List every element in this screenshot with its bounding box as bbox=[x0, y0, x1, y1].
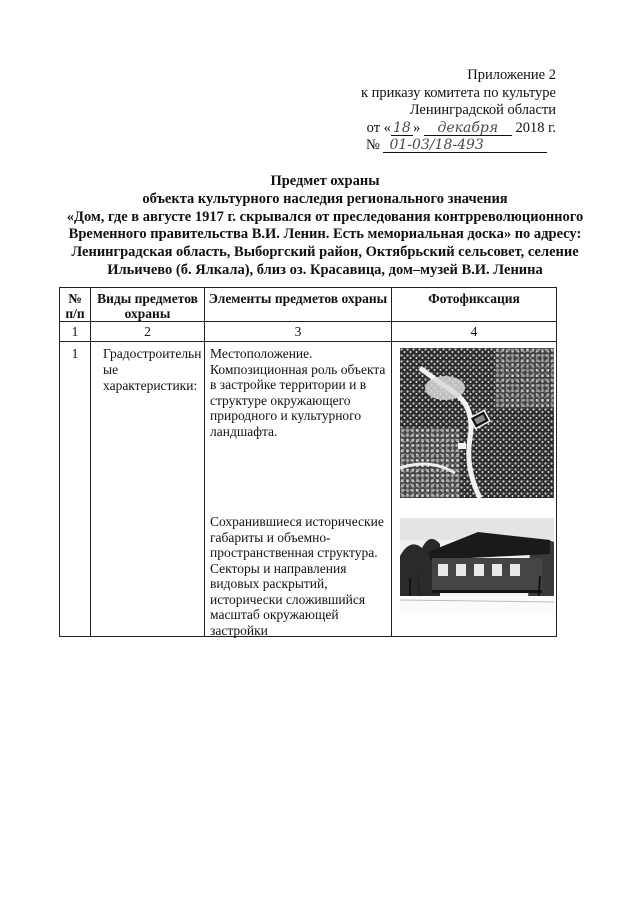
header-elements: Элементы предметов охраны bbox=[205, 288, 392, 322]
header-kind: Виды предметов охраны bbox=[91, 288, 205, 322]
order-date bbox=[340, 120, 556, 138]
row-kind: Градостроительн ые характеристики: bbox=[91, 342, 205, 637]
table-header-row bbox=[60, 288, 557, 322]
order-number bbox=[340, 137, 556, 155]
house-photo bbox=[400, 518, 554, 613]
elements-location: Местоположение. Композиционная роль объекта в застройке территории и в структуре окружающего природного и культурного ландшафта. bbox=[210, 346, 386, 439]
aerial-photo-image bbox=[400, 348, 554, 498]
column-number: 3 bbox=[205, 322, 392, 342]
header-photo: Фотофиксация bbox=[392, 288, 557, 322]
row-number: 1 bbox=[60, 342, 91, 637]
title-line: «Дом, где в августе 1917 г. скрывался от преследования контрреволюционного bbox=[66, 208, 584, 225]
appendix-title: Приложение 2 bbox=[467, 67, 556, 83]
header-num-label: № bbox=[68, 291, 82, 306]
date-prefix: от « bbox=[366, 119, 391, 136]
elements-structure: Сохранившиеся исторические габариты и объемно-пространственная структура. Секторы и направления видовых раскрытий, исторически сложившийся масштаб окружающей застройки bbox=[210, 514, 384, 638]
row-photos bbox=[392, 342, 557, 637]
protection-table bbox=[59, 287, 557, 637]
date-month: декабря bbox=[424, 121, 512, 136]
house-photo-image bbox=[400, 518, 554, 613]
title-line: Предмет охраны bbox=[270, 173, 380, 189]
column-number: 2 bbox=[91, 322, 205, 342]
header-num bbox=[60, 288, 91, 322]
title-line: Ильичево (б. Ялкала), близ оз. Красавица, дом–музей В.И. Ленина bbox=[107, 261, 543, 278]
header-num-sub: п/п bbox=[65, 306, 85, 321]
aerial-photo bbox=[400, 348, 554, 498]
column-number: 1 bbox=[60, 322, 91, 342]
appendix-header bbox=[340, 67, 556, 155]
title-line: Временного правительства В.И. Ленин. Есть мемориальная доска» по адресу: bbox=[68, 226, 582, 243]
column-number: 4 bbox=[392, 322, 557, 342]
order-line: к приказу комитета по культуре bbox=[360, 84, 556, 101]
title-line: Ленинградская область, Выборгский район, Октябрьский сельсовет, селение bbox=[71, 244, 579, 261]
date-year: 2018 г. bbox=[515, 119, 556, 136]
number-prefix: № bbox=[366, 137, 380, 153]
column-number-row bbox=[60, 322, 557, 342]
table-row bbox=[60, 342, 557, 637]
row-elements bbox=[205, 342, 392, 637]
region-line: Ленинградской области bbox=[409, 102, 556, 118]
date-quote-close: » bbox=[412, 119, 421, 136]
title-line: объекта культурного наследия регионального значения bbox=[142, 190, 508, 207]
document-title bbox=[40, 173, 610, 280]
date-day: 18 bbox=[391, 121, 413, 136]
number-value: 01-03/18-493 bbox=[383, 138, 547, 153]
